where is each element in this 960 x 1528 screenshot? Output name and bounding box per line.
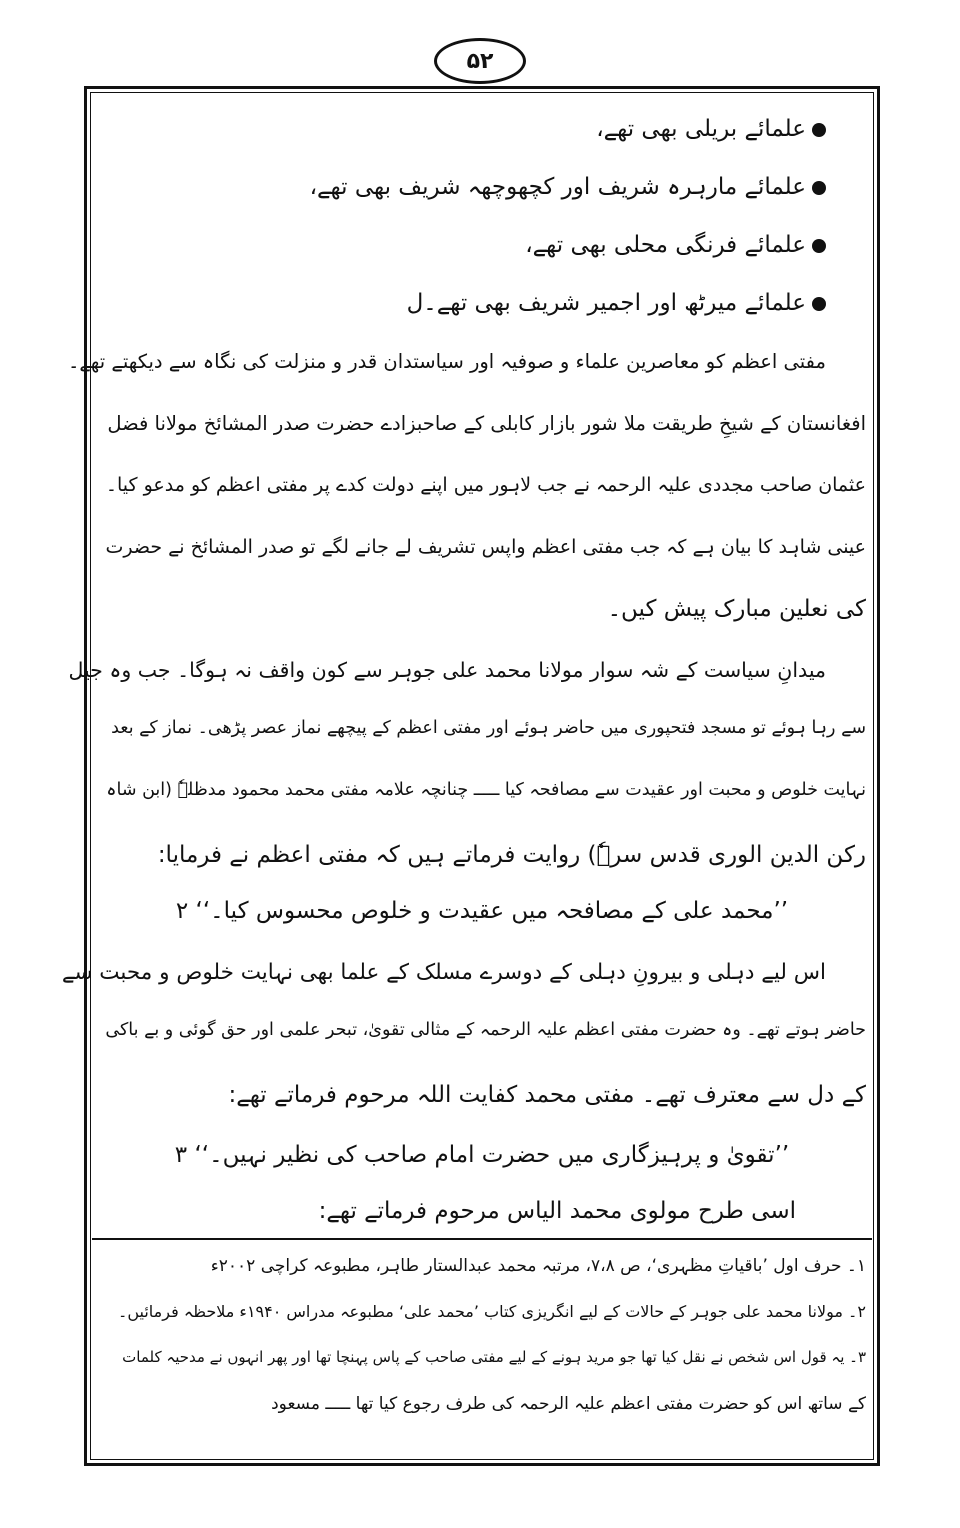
bullet-icon bbox=[812, 239, 826, 253]
footnote-line: ۲۔ مولانا محمد علی جوہر کے حالات کے لیے انگریزی کتاب ’محمد علی‘ مطبوعہ مدراس ۱۹۴۰ء ملاحظہ فرمائیں۔ bbox=[117, 1302, 866, 1321]
bullet-icon bbox=[812, 181, 826, 195]
footnote-separator bbox=[92, 1238, 872, 1240]
bullet-text: علمائے میرٹھ اور اجمیر شریف بھی تھے۔ل bbox=[406, 290, 806, 316]
quotation-line: ’’تقویٰ و پرہیزگاری میں حضرت امام صاحب کی نظیر نہیں۔‘‘ ۳ bbox=[174, 1142, 790, 1168]
paragraph-line: اس لیے دہلی و بیرونِ دہلی کے دوسرے مسلک کے علما بھی نہایت خلوص و محبت سے bbox=[61, 960, 826, 985]
paragraph-line: سے رہا ہوئے تو مسجد فتحپوری میں حاضر ہوئے اور مفتی اعظم کے پیچھے نماز عصر پڑھی۔ نماز کے بعد bbox=[111, 718, 866, 738]
bullet-item bbox=[596, 118, 826, 141]
paragraph-line: کے دل سے معترف تھے۔ مفتی محمد کفایت اللہ مرحوم فرماتے تھے: bbox=[228, 1082, 866, 1108]
bullet-text: علمائے بریلی بھی تھے، bbox=[596, 116, 806, 142]
paragraph-line: افغانستان کے شیخِ طریقت ملا شور بازار کابلی کے صاحبزادے حضرت صدر المشائخ مولانا فضل bbox=[107, 412, 866, 435]
footnote-line: کے ساتھ اس کو حضرت مفتی اعظم علیہ الرحمہ کی طرف رجوع کیا تھا ـــــ مسعود bbox=[271, 1394, 866, 1414]
quotation-line: ’’محمد علی کے مصافحہ میں عقیدت و خلوص محسوس کیا۔‘‘ ۲ bbox=[175, 898, 789, 924]
paragraph-line: میدانِ سیاست کے شہ سوار مولانا محمد علی جوہر سے کون واقف نہ ہوگا۔ جب وہ جیل bbox=[68, 658, 826, 682]
bullet-item bbox=[525, 234, 826, 257]
paragraph-line: نہایت خلوص و محبت اور عقیدت سے مصافحہ کیا ـــــ چنانچہ علامہ مفتی محمد محمود مدظلہٗ (ابن شاہ bbox=[106, 780, 866, 800]
paragraph-line: کی نعلین مبارک پیش کیں۔ bbox=[607, 596, 866, 622]
bullet-text: علمائے مارہرہ شریف اور کچھوچھہ شریف بھی تھے، bbox=[309, 174, 806, 200]
page-number: ۵۲ bbox=[434, 38, 526, 84]
paragraph-line: مفتی اعظم کو معاصرین علماء و صوفیہ اور سیاستدان قدر و منزلت کی نگاہ سے دیکھتے تھے۔ bbox=[67, 350, 826, 373]
bullet-item bbox=[310, 176, 826, 199]
paragraph-line: عینی شاہد کا بیان ہے کہ جب مفتی اعظم واپس تشریف لے جانے لگے تو صدر المشائخ نے حضرت bbox=[105, 536, 866, 558]
paragraph-line: اسی طرح مولوی محمد الیاس مرحوم فرماتے تھے: bbox=[318, 1198, 796, 1224]
footnote-line: ۱۔ حرف اول ’باقیاتِ مظہری‘، ص ۷،۸، مرتبہ محمد عبدالستار طاہر، مطبوعہ کراچی ۲۰۰۲ء bbox=[210, 1256, 866, 1276]
paragraph-line: عثمان صاحب مجددی علیہ الرحمہ نے جب لاہور میں اپنے دولت کدے پر مفتی اعظم کو مدعو کیا۔ bbox=[105, 474, 866, 496]
footnote-line: ۳۔ یہ قول اس شخص نے نقل کیا تھا جو مرید ہونے کے لیے مفتی صاحب کے پاس پہنچا تھا اور پھر انہوں نے مدحیہ کلمات bbox=[122, 1348, 866, 1366]
paragraph-line: رکن الدین الوری قدس سرہٗ) روایت فرماتے ہیں کہ مفتی اعظم نے فرمایا: bbox=[157, 842, 866, 868]
bullet-item bbox=[407, 292, 826, 315]
bullet-icon bbox=[812, 123, 826, 137]
paragraph-line: حاضر ہوتے تھے۔ وہ حضرت مفتی اعظم علیہ الرحمہ کے مثالی تقویٰ، تبحر علمی اور حق گوئی و بے باکی bbox=[105, 1020, 866, 1040]
bullet-text: علمائے فرنگی محلی بھی تھے، bbox=[525, 232, 806, 258]
bullet-icon bbox=[812, 297, 826, 311]
